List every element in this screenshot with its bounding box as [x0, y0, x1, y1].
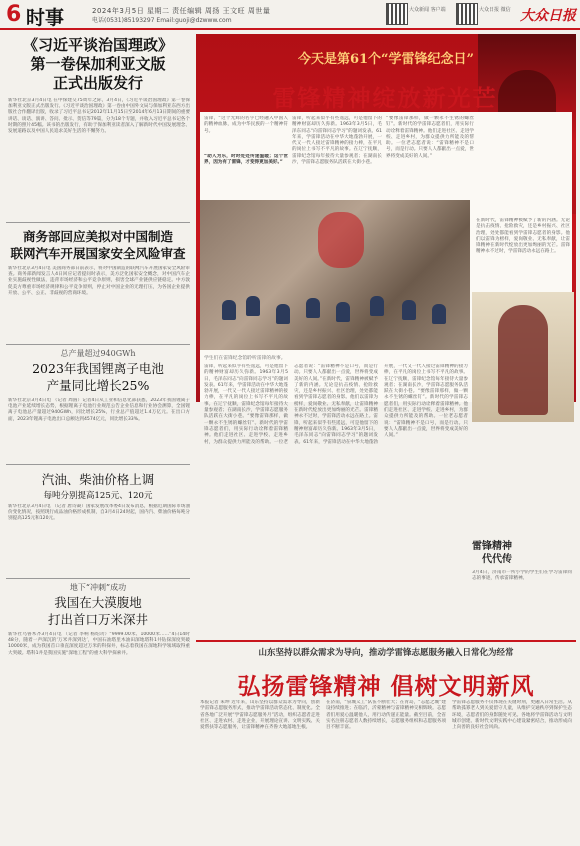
side-title-line: 雷锋精神 [472, 541, 512, 552]
article3-headline [6, 360, 190, 394]
article5-body: 新华社乌鲁木齐3月4日电 （记者 李响 杨绍功）“9999.00米、10000米……”4日14时48分，随着一声深沉的‘万米井深到达’，中国石油塔里木油田深地塔科1井钻探深度突破10000米，成为我国首口垂直深度超过万米的科探井，标志着我国在深地科学领域取得重大突破。塔科1井是我国实施“深地工程”的重大科学探索井。 [8, 632, 190, 656]
feature-continued-text [204, 364, 468, 636]
article5-headline [6, 594, 190, 628]
page-header [0, 0, 580, 30]
headline-line: 联网汽车开展国家安全风险审查 [10, 246, 186, 261]
headline-line: 正式出版发行 [52, 74, 143, 92]
student-figure [370, 296, 384, 316]
bottom-rule [196, 640, 576, 642]
article1-body: 新华社北京3月4日电 在中保建交75周年之际，3月4日，《习近平谈治国理政》第一卷保加利亚文版正式出版发行。《习近平谈治国理政》第一卷由中国外文局与保加利亚东西方出版社合作翻译出版，收录了习近平总书记2012年11月15日至2014年6月13日期间的重要讲话、谈话、演讲、答问、批示、贺信等79篇，分为18个专题，并收入习近平总书记各个时期的照片45幅。该书的出版发行，有助于保加利亚读者深入了解新时代中国发展理念、发展道路以及中国人民追求美好生活的不懈努力。 [8, 98, 190, 135]
contact-line: 电话(0531)85193297 Email:guoji@dzwww.com [92, 17, 232, 24]
page-number: 6 [6, 2, 22, 27]
feature-text-part: 雷锋，听起来似乎有些遥远，可是他留下的精神财富却历久弥新。1963年3月5日，毛泽东同志“向雷锋同志学习”的题词发表。61年来，学雷锋活动在中华大地蓬勃开展，一代又一代人接过雷锋精神的接力棒，在平凡的岗位上书写不平凡的故事。在辽宁抚顺，雷锋纪念馆每年接待大量参观者；在湖南长沙，学雷锋志愿服务队活跃在大街小巷。 [294, 364, 468, 445]
student-figure [432, 304, 446, 324]
qr2-label: 大众日报 微信 [479, 7, 511, 13]
leifeng-poster-image [318, 212, 364, 268]
feature-column-1: 雷锋，听起来似乎有些遥远，可是他留下的精神财富却历久弥新。1963年3月5日，毛泽东同志“向雷锋同志学习”的题词发表。61年来，学雷锋活动在中华大地蓬勃开展，一代又一代人接过雷锋精神的接力棒，在平凡的岗位上书写不平凡的故事。在辽宁抚顺，雷锋纪念馆每年接待大量参观者；在湖南长沙，学雷锋志愿服务队活跃在大街小巷。 [292, 116, 382, 166]
student-figure [306, 298, 320, 318]
student-figure [246, 296, 260, 316]
newspaper-logo: 大众日报 [520, 8, 576, 24]
article3-body: 新华社北京3月4日电 （记者 周圆）记者4日从工业和信息化部获悉，2023年我国锂离子电池产业延续增长态势，根据锂离子电池行业规范公告企业信息和行业协会测算，全国锂离子电池总产量超过940GWh，同比增长25%，行业总产值超过1.4万亿元。在出口方面，2023年锂离子电池出口总额达到4574亿元，同比增长33%。 [8, 398, 190, 422]
qr-code-icon [386, 3, 408, 25]
photo-caption: 学生们在雷锋纪念馆聆听雷锋的故事。 [204, 356, 286, 361]
bottom-column-1: 本报记者 朱坤 近年来，山东坚持以群众需求为导向，创新学雷锋志愿服务形式，推动学雷锋活动常态化、制度化。全省各地广泛开展“学雷锋志愿服务月”活动，组织志愿者走进社区、走进农村、走进企业，开展理论宣讲、文明实践、关爱帮扶等志愿服务，让雷锋精神在齐鲁大地落地生根。 [200, 700, 320, 731]
divider [6, 222, 190, 223]
article1-headline [6, 36, 190, 93]
feature-headline: 雷锋精神绽放新光芒 [272, 85, 498, 112]
bottom-subhead: 山东坚持以群众需求为导向，推动学雷锋志愿服务融入日常化为经常 [258, 648, 514, 658]
feature-text-part: 在新时代，雷锋精神被赋予了新的内涵。无论是抗击疫情、抢险救灾，还是乡村振兴、社区治理，处处都能看到学雷锋志愿者的身影。他们以雷锋为榜样，爱岗敬业、无私奉献，让雷锋精神在新时代绽放出更加绚丽的光芒。雷锋精神永不过时，学雷锋活动永远在路上。 [294, 376, 378, 420]
section-title: 时事 [26, 7, 65, 29]
qr1-label: 大众新闻 客户端 [409, 7, 446, 13]
student-figure [336, 302, 350, 322]
feature-column-2: “要像雷锋那样，做一颗永不生锈的螺丝钉”。新时代的学雷锋志愿者们，用实际行动诠释着雷锋精神。他们走进社区、走进学校、走进乡村，为群众提供力所能及的帮助。一位老志愿者说：“雷锋精神不是口号，而是行动。只要人人都献出一点爱，世界将变成美好的人间。” [386, 116, 474, 159]
divider [6, 464, 190, 465]
article2-headline [4, 228, 192, 262]
headline-line: 2023年我国锂离子电池 [32, 361, 164, 376]
headline-line: 打出首口万米深井 [47, 612, 148, 627]
article2-body: 新华社北京3月4日电 美国商务部日前表示，将对中国制造的联网汽车开展国家安全风险审查。商务部新闻发言人4日回应记者提问时表示，美方泛化国家安全概念，对中国汽车企业实施歧视性做法，违背市场经济和公平竞争原则，损害全球产业链供应链稳定。中方敦促美方尊重市场经济规律和公平竞争原则，停止对中国企业的无理打压，为各国企业提供开放、公平、公正、非歧视的营商环境。 [8, 266, 190, 296]
statue-figure [498, 305, 548, 415]
article5-subhead: 地下“冲刺”成功 [69, 583, 127, 592]
feature-text-part: “要像雷锋那样，做一颗永不生锈的螺丝钉”。新时代的学雷锋志愿者们，用实际行动诠释着雷锋精神。他们走进社区、走进学校、走进乡村，为群众提供力所能及的帮助。一位老志愿者说：“雷锋精神不是口号，而是行动。只要人人都献出一点爱，世界将变成美好的人间。” [384, 389, 468, 439]
date-line: 2024年3月5日 星期二 责任编辑 周扬 王文旺 周世量 [92, 7, 271, 15]
side-title-line: 代代传 [482, 554, 512, 565]
headline-line: 《习近平谈治国理政》 [22, 36, 173, 54]
divider [6, 344, 190, 345]
side-photo-caption: 3月4日，济南市一所小学的学生们在学习雷锋同志的事迹，传承雷锋精神。 [472, 570, 572, 582]
side-photo-title [472, 540, 574, 566]
headline-line: 第一卷保加利亚文版 [30, 55, 166, 73]
student-figure [222, 300, 236, 320]
headline-line: 商务部回应美拟对中国制造 [22, 229, 173, 244]
feature-intro: 雷锋，“这个光辉的名字已经融入中国人的精神血脉，成为中华民族的一个精神符号。 [204, 116, 288, 134]
article4-subhead: 每吨分别提高125元、120元 [43, 491, 153, 501]
banner-title: 今天是第61个“学雷锋纪念日” [297, 52, 475, 67]
article4-body: 新华社北京3月4日电 （记者 唐诗凝）国家发展改革委4日发布消息，根据近期国际市场油价变化情况，按照现行成品油价格形成机制，自3月4日24时起，国内汽、柴油价格每吨分别提高125元和120元。 [8, 504, 190, 522]
qr-code-icon [456, 3, 478, 25]
student-figure [276, 304, 290, 324]
headline-line: 产量同比增长25% [46, 378, 150, 393]
student-figure [402, 300, 416, 320]
bottom-headline: 弘扬雷锋精神 倡树文明新风 [237, 673, 535, 700]
article3-subhead: 总产量超过940GWh [60, 349, 136, 358]
bottom-column-2: 在济南，“泉城义工”队伍不断壮大；在青岛，“志愿之城”建设持续推进；在临沂，沂蒙精神与雷锋精神交相辉映。志愿者们用爱心温暖他人，用行动传递正能量。截至目前，全省实名注册志愿者人数持续增长，志愿服务组织和志愿服务项目不断丰富。 [326, 700, 446, 731]
feature-text-part: 雷锋，听起来似乎有些遥远，可是他留下的精神财富却历久弥新。1963年3月5日，毛泽东同志“向雷锋同志学习”的题词发表。61年来，学雷锋活动在中华大地蓬勃开展，一代又一代人接过雷锋精神的接力棒，在平凡的岗位上书写不平凡的故事。在辽宁抚顺，雷锋纪念馆每年接待大量参观者；在湖南长沙，学雷锋志愿服务队活跃在大街小巷。 [204, 364, 288, 420]
feature-quote: “助人为乐，时时处处传递温暖；这个世界，因为有了雷锋，才变得更加美好。” [204, 154, 288, 166]
feature-column-3: 在新时代，雷锋精神被赋予了新的内涵。无论是抗击疫情、抢险救灾，还是乡村振兴、社区治理，处处都能看到学雷锋志愿者的身影。他们以雷锋为榜样，爱岗敬业、无私奉献，让雷锋精神在新时代绽放出更加绚丽的光芒。雷锋精神永不过时，学雷锋活动永远在路上。 [476, 218, 570, 255]
headline-line: 我国在大漠腹地 [54, 595, 142, 610]
feature-text-part: “要像雷锋那样，做一颗永不生锈的螺丝钉”。新时代的学雷锋志愿者们，用实际行动诠释着雷锋精神。他们走进社区、走进学校、走进乡村，为群众提供力所能及的帮助。一位老志愿者说：“雷锋精神不是口号，而是行动。只要人人都献出一点爱，世界将变成美好的人间。” [204, 364, 378, 445]
article4-headline: 汽油、柴油价格上调 [41, 472, 155, 487]
bottom-column-3: 学雷锋志愿服务不仅体现在关键时刻，更融入日常生活。从帮助孤寡老人到关爱留守儿童，从维护交通秩序到保护生态环境，志愿者们的身影随处可见。各地将学雷锋活动与文明城市创建、新时代文明实践中心建设紧密结合，推动形成向上向善的良好社会风尚。 [452, 700, 572, 731]
divider [6, 578, 190, 579]
